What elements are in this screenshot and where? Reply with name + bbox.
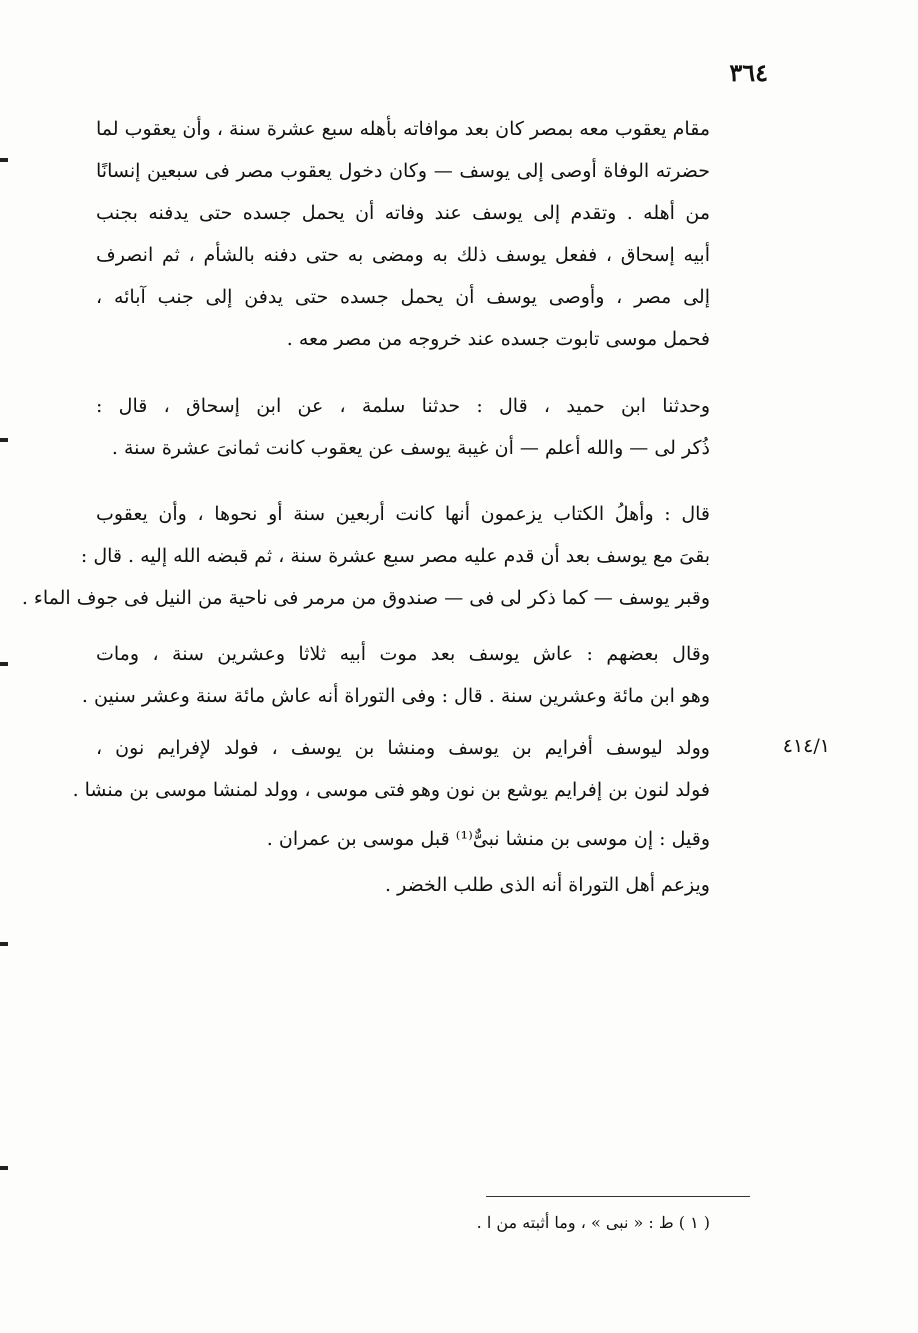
text-line: فولد لنون بن إفرايم يوشع بن نون وهو فتى موسى ، وولد لمنشا موسى بن منشا . [72,779,710,801]
paragraph-7 [96,864,710,906]
edge-mark [0,438,8,442]
text-line: قال : وأهلُ الكتاب يزعمون أنها كانت أربعين سنة أو نحوها ، وأن يعقوب [96,503,710,525]
edge-mark [0,942,8,946]
footnote-divider [486,1196,750,1197]
paragraph-5 [72,727,710,811]
text-line: حضرته الوفاة أوصى إلى يوسف — وكان دخول يعقوب مصر فى سبعين إنسانًا [96,160,710,182]
edge-mark [0,662,8,666]
margin-reference: ٤١٤/١ [782,735,830,757]
paragraph-3 [21,493,710,619]
page-number: ٣٦٤ [729,58,768,87]
text-line: مقام يعقوب معه بمصر كان بعد موافاته بأهله سبع عشرة سنة ، وأن يعقوب لما [95,118,710,140]
text-line: من أهله . وتقدم إلى يوسف عند وفاته أن يحمل جسده حتى يدفنه بجنب [96,202,710,224]
text-line: بقىَ مع يوسف بعد أن قدم عليه مصر سبع عشرة سنة ، ثم قبضه الله إليه . قال : [80,545,710,567]
text-line: وقال بعضهم : عاش يوسف بعد موت أبيه ثلاثا وعشرين سنة ، ومات [96,643,710,665]
edge-mark [0,1166,8,1170]
text-line: وهو ابن مائة وعشرين سنة . قال : وفى التوراة أنه عاش مائة سنة وعشر سنين . [81,685,710,707]
text-line: إلى مصر ، وأوصى يوسف أن يحمل جسده حتى يدفن إلى جنب آبائه ، [96,286,710,308]
footnote: ( ١ ) ط : « نبى » ، وما أثبته من ا . [476,1213,710,1232]
text-line: وقيل : إن موسى بن منشا نبىٌّ⁽¹⁾ قبل موسى بن عمران . [266,828,710,850]
text-line: ويزعم أهل التوراة أنه الذى طلب الخضر . [385,874,710,896]
text-line: وولد ليوسف أفرايم بن يوسف ومنشا بن يوسف ، فولد لإفرايم نون ، [96,737,710,759]
paragraph-2 [96,385,710,469]
text-line: فحمل موسى تابوت جسده عند خروجه من مصر معه . [286,328,710,350]
text-line: وقبر يوسف — كما ذكر لى فى — صندوق من مرمر فى ناحية من النيل فى جوف الماء . [21,587,710,609]
paragraph-4 [81,633,710,717]
paragraph-6 [96,818,710,860]
text-line: ذُكر لى — والله أعلم — أن غيبة يوسف عن يعقوب كانت ثمانىَ عشرة سنة . [111,437,710,459]
paragraph-1 [96,108,710,360]
text-line: وحدثنا ابن حميد ، قال : حدثنا سلمة ، عن ابن إسحاق ، قال : [96,395,710,417]
edge-mark [0,158,8,162]
text-line: أبيه إسحاق ، ففعل يوسف ذلك به ومضى به حتى دفنه بالشأم ، ثم انصرف [96,244,710,266]
